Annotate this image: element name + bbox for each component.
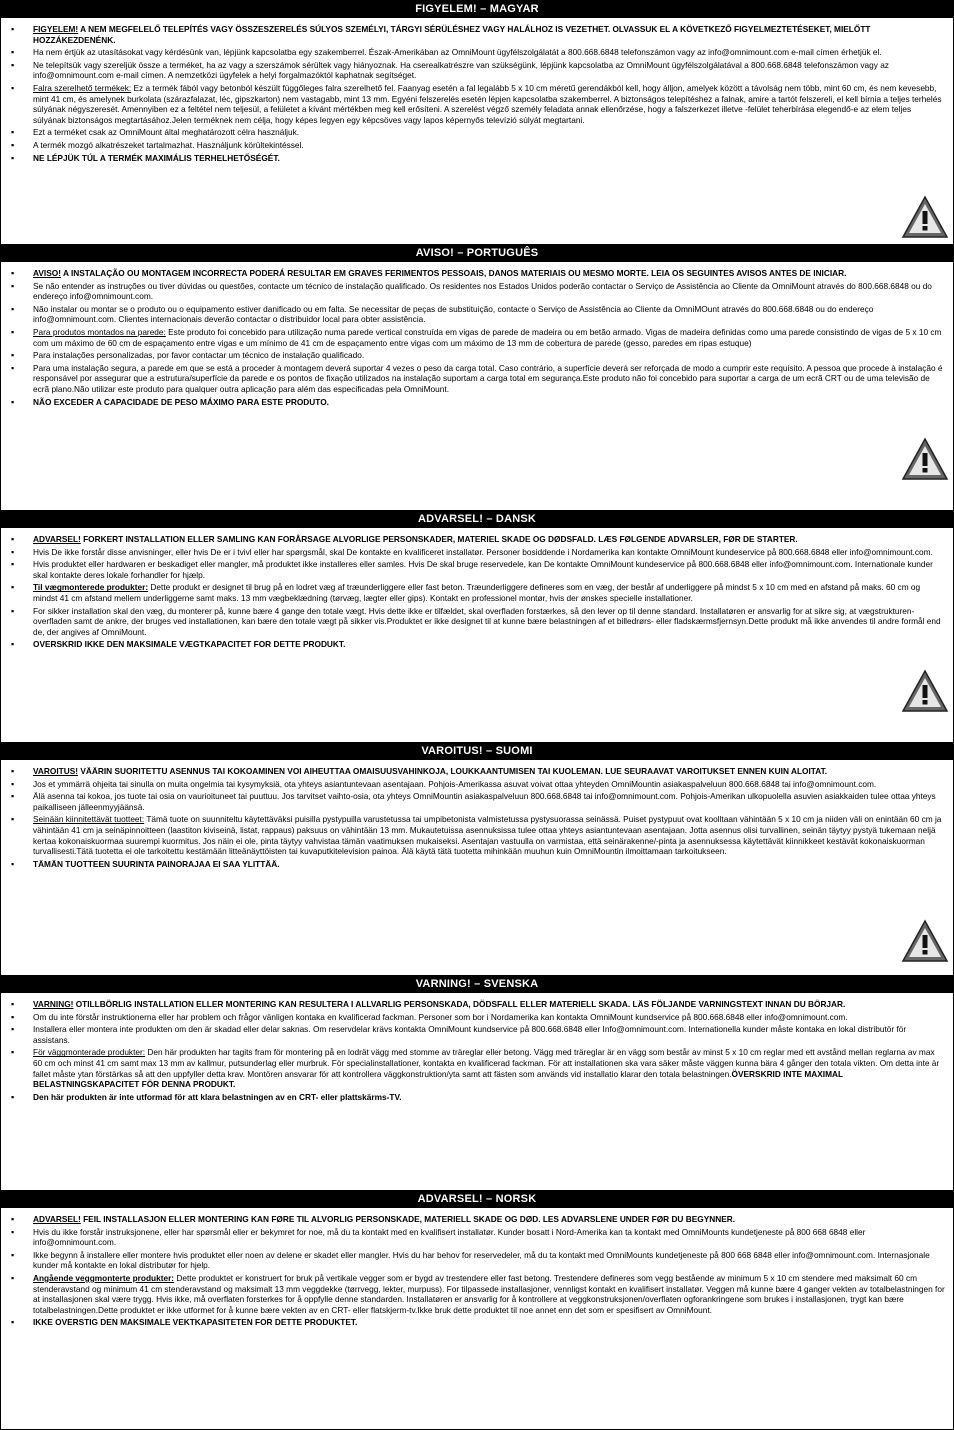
list-item: ▪ Älä asenna tai kokoa, jos tuote tai osia on vaurioituneet tai puuttuu. Jos tarvitset vaihto-osia, ota yhteys OmniMountin asiakaspalveluun 800.668.6848 tai info@omnimount.com. Pohjois-Amerikan ulkopuolella asuvien asiakkaiden tulee ottaa yhteys paikalliseen jälleenmyyjäänsä. xyxy=(11,791,945,812)
warning-triangle-icon xyxy=(901,919,949,963)
section-title: FIGYELEM! – MAGYAR xyxy=(1,1,953,18)
list-item: ▪ ADVARSEL! FORKERT INSTALLATION ELLER SAMLING KAN FORÅRSAGE ALVORLIGE PERSONSKADER, MATERIEL SKADE OG DØDSFALD. LÆS FØLGENDE ADVARSLER, FØR DE STARTER. xyxy=(11,534,945,545)
warning-triangle-icon xyxy=(901,669,949,713)
section-title: ADVARSEL! – DANSK xyxy=(1,511,953,528)
list-item: ▪ VARNING! OTILLBÖRLIG INSTALLATION ELLER MONTERING KAN RESULTERA I ALLVARLIG PERSONSKADA, DÖDSFALL ELLER MATERIELL SKADA. LÄS FÖLJANDE VARNINGSTEXT INNAN DU BÖRJAR. xyxy=(11,999,945,1010)
list-item: ▪ For sikker installation skal den væg, du monterer på, kunne bære 4 gange den totale vægt. Hvis dette ikke er tilfældet, skal overfladen forstærkes, så den lever op til denne standard. Installatøren er ansvarlig for at sikre sig, at vægstrukturen-overfladen samt de ankre, der bruges ved installationen, kan bære den totale vægt på sikker vis.Produktet er ikke designet til at kunne bære belastningen af et billedrørs- eller fladskærmsfjernsyn.Dette produkt må ikke anvendes til andre formål end de, der angives af OmniMount. xyxy=(11,606,945,638)
list-item: ▪ Ikke begynn å installere eller montere hvis produktet eller noen av delene er skadet eller mangler. Hvis du har behov for reservedeler, må du ta kontakt med OmniMounts kundetjeneste på 800 668 6848 eller info@omnimount.com. Internasjonale kunder må kontakte en lokal distributør for hjelp. xyxy=(11,1250,945,1271)
section-title: AVISO! – PORTUGUÊS xyxy=(1,245,953,262)
list-item: ▪ Ne telepítsük vagy szereljük össze a terméket, ha az vagy a szerszámok sérültek vagy hiányoznak. Ha cserealkatrészre van szükségünk, lépjünk kapcsolatba az OmniMount ügyfélszolgálatával a 800.668.6848 telefonszámon vagy az info@omnimount.com e-mail címen. A nemzetközi ügyfelek a helyi forgalmazóktól kaphatnak segítséget. xyxy=(11,60,945,81)
list-item: ▪ Hvis produktet eller hardwaren er beskadiget eller mangler, må produktet ikke installeres eller samles. Hvis De skal bruge reservedele, kan De kontakte OmniMount kundeservice på 800.668.6848 eller info@omnimount.com. Internationale kunder skal kontakte deres lokale forhandler for hjælp. xyxy=(11,559,945,580)
list-item: ▪ Angående veggmonterte produkter: Dette produktet er konstruert for bruk på vertikale vegger som er bygd av trestendere eller fast betong. Trestendere defineres som vegg bestående av minimum 5 x 10 cm stendere med maksimalt 60 cm stenderavstand og minimum 41 cm stenderavstand og maksimalt 13 mm veggdekke (tørrvegg, lekter, murpuss). For tilpassede installasjoner, vennligst kontakt en kvalifisert installatør. Veggen må kunne bære 4 ganger vekten av totalbelastningen for at installasjonen skal være trygg. Hvis ikke, må overflaten forsterkes for å oppfylle denne standarden. Installatøren er ansvarlig for å kontrollere at veggkonstruksjonen/overflaten ogforankringene som brukes i installasjonen, trygt kan bære totalbelastningen.Dette produktet er ikke utformet for å kunne bære vekten av en CRT- eller flatskjerm-tv.Ikke bruk dette produktet til noe annet enn det som er spesifisert av OmniMount. xyxy=(11,1273,945,1315)
warning-list xyxy=(1,993,953,1102)
warning-list xyxy=(1,1208,953,1328)
section-swedish xyxy=(1,976,953,1191)
warning-triangle-icon xyxy=(901,437,949,481)
list-item: ▪ OVERSKRID IKKE DEN MAKSIMALE VÆGTKAPACITET FOR DETTE PRODUKT. xyxy=(11,639,945,650)
list-item: ▪ Hvis du ikke forstår instruksjonene, eller har spørsmål eller er bekymret for noe, må du ta kontakt med en kvalifisert installatør. Kunder bosatt i Nord-Amerika kan ta kontakt med OmniMounts kundetjeneste på 800 668 6848 eller info@omnimount.com. xyxy=(11,1227,945,1248)
list-item: ▪ A termék mozgó alkatrészeket tartalmazhat. Használjunk körültekintéssel. xyxy=(11,140,945,151)
section-portuguese xyxy=(1,245,953,511)
section-hungarian xyxy=(1,1,953,245)
list-item: ▪ Den här produkten är inte utformad för att klara belastningen av en CRT- eller plattskärms-TV. xyxy=(11,1092,945,1103)
warning-list xyxy=(1,18,953,163)
list-item: ▪ Jos et ymmärrä ohjeita tai sinulla on muita ongelmia tai kysymyksiä, ota yhteys asiantuntevaan asentajaan. Pohjois-Amerikassa asuvat voivat ottaa yhteyden OmniMountin asiakaspalveluun 800.668.6848 tai info@omnimount.com. xyxy=(11,779,945,790)
list-item: ▪ Om du inte förstår instruktionerna eller har problem och frågor vänligen kontaka en kvalificerad fackman. Personer som bor i Nordamerika kan kontakta OmniMount kundservice på 800.668.6848 eller info@omnimount.com. xyxy=(11,1012,945,1023)
warning-list xyxy=(1,528,953,650)
list-item: ▪ Ezt a terméket csak az OmniMount által meghatározott célra használjuk. xyxy=(11,127,945,138)
list-item: ▪ Seinään kiinnitettävät tuotteet: Tämä tuote on suunniteltu käytettäväksi puisilla pystypuilla varustetussa tai umpibetonista valmistetussa pystysuorassa seinässä. Puiset pystypuut ovat koolltaan vähintään 5 x 10 cm ja niiden väli on enintään 60 cm ja vähintään 41 cm ja seinäpinnoitteen (laastiton kiviseinä, listat, rappaus) paksuus on vähintään 13 mm. Mukautetuissa asennuksissa tulee ottaa yhteys asiantuntevaan asentajaan. Jotta asennus olisi turvallinen, seinän täytyy pystyä tukemaan neljä kertaa kokonaiskuormaa suurempi kuormitus. Jos näin ei ole, pinta täytyy vahvistaa tämän vaatimuksen mukaiseksi. Asentajan vastuulla on varmistaa, että seinärakenne/-pinta ja asennuksessa käytettävät kiinnikkeet kestävät kokonaiskuorman turvallisesti.Tätä tuotetta ei ole tarkoitettu kestämään litteänäyttöisten tai kuvaputkitelevision painoa. Älä käytä tätä tuotetta mihinkään muuhun kuin OmniMountin ilmoittamaan tarkoitukseen. xyxy=(11,814,945,856)
section-finnish xyxy=(1,743,953,976)
list-item: ▪ AVISO! A INSTALAÇÃO OU MONTAGEM INCORRECTA PODERÁ RESULTAR EM GRAVES FERIMENTOS PESSOAIS, DANOS MATERIAIS OU MESMO MORTE. LEIA OS SEGUINTES AVISOS ANTES DE INICIAR. xyxy=(11,268,945,279)
list-item: ▪ IKKE OVERSTIG DEN MAKSIMALE VEKTKAPASITETEN FOR DETTE PRODUKTET. xyxy=(11,1317,945,1328)
list-item: ▪ Installera eller montera inte produkten om den är skadad eller delar saknas. Om reservdelar krävs kontakta OmniMount kundservice på 800.668.6848 eller Info@omnimount.com. Internationella kunder måste kontaka en lokal distributör för assistans. xyxy=(11,1024,945,1045)
section-title: VARNING! – SVENSKA xyxy=(1,976,953,993)
list-item: ▪ NÃO EXCEDER A CAPACIDADE DE PESO MÁXIMO PARA ESTE PRODUTO. xyxy=(11,397,945,408)
list-item: ▪ VAROITUS! VÄÄRIN SUORITETTU ASENNUS TAI KOKOAMINEN VOI AIHEUTTAA OMAISUUSVAHINKOJA, LOUKKAANTUMISEN TAI KUOLEMAN. LUE SEURAAVAT VAROITUKSET ENNEN KUIN ALOITAT. xyxy=(11,766,945,777)
section-title: VAROITUS! – SUOMI xyxy=(1,743,953,760)
section-danish xyxy=(1,511,953,743)
list-item: ▪ För väggmonterade produkter: Den här produkten har tagits fram för montering på en lodrät vägg med stomme av träreglar eller betong. Vägg med träreglar är en vägg som består av minst 5 x 10 cm reglar med ett avstånd mellan reglarna av max 60 cm och minst 41 cm samt max 13 mm av kallmur, putsunderlag eller murbruk. För specialinstallationer, kontakta en kvalificerad fackman. För att installationen ska vara säker måste väggen kunna bära 4 gånger den totala vikten. Om detta inte är fallet måste ytan förstärkas så att den uppfyller detta krav. Montören ansvarar för att kontrollera väggkonstruktion/yta samt att fästen som används vid installatio klarar den totala belastningen.ÖVERSKRID INTE MAXIMAL BELASTNINGSKAPACITET FÖR DENNA PRODUKT. xyxy=(11,1047,945,1089)
list-item: ▪ ADVARSEL! FEIL INSTALLASJON ELLER MONTERING KAN FØRE TIL ALVORLIG PERSONSKADE, MATERIELL SKADE OG DØD. LES ADVARSLENE UNDER FØR DU BEGYNNER. xyxy=(11,1214,945,1225)
list-item: ▪ Para instalações personalizadas, por favor contactar um técnico de instalação qualificado. xyxy=(11,350,945,361)
warning-list xyxy=(1,262,953,407)
section-title: ADVARSEL! – NORSK xyxy=(1,1191,953,1208)
list-item: ▪ NE LÉPJÜK TÚL A TERMÉK MAXIMÁLIS TERHELHETŐSÉGÉT. xyxy=(11,153,945,164)
list-item: ▪ Hvis De ikke forstår disse anvisninger, eller hvis De er i tvivl eller har spørgsmål, skal De kontakte en kvalificeret installatør. Personer bosiddende i Nordamerika kan kontakte OmniMount kundeservice på 800.668.6848 eller info@omnimount.com. xyxy=(11,547,945,558)
list-item: ▪ TÄMÄN TUOTTEEN SUURINTA PAINORAJAA EI SAA YLITTÄÄ. xyxy=(11,859,945,870)
warning-triangle-icon xyxy=(901,195,949,239)
warning-list xyxy=(1,760,953,869)
list-item: ▪ Não instalar ou montar se o produto ou o equipamento estiver danificado ou em falta. Se necessitar de peças de substituição, contacte o Serviço de Assistência ao Cliente da OmniMOunt através do 800.668.6848 ou do endereço info@omnimount.com. Clientes internacionais deverão contactar o distribuidor local para obter assistência. xyxy=(11,304,945,325)
list-item: ▪ Til vægmonterede produkter: Dette produkt er designet til brug på en lodret væg af træunderliggere eller fast beton. Træunderliggere defineres som en væg, der består af underliggere på mindst 5 x 10 cm med en afstand på maks. 60 cm og mindst 41 cm afstand mellem underliggerne samt maks. 13 mm vægbeklædning (tørvæg, lægter eller gips). Kontakt en professionel montør, hvis der ønskes specielle installationer. xyxy=(11,582,945,603)
list-item: ▪ Para uma instalação segura, a parede em que se está a proceder à montagem deverá suportar 4 vezes o peso da carga total. Caso contrário, a superfície deverá ser reforçada de modo a cumprir este requisito. A pessoa que procede à instalação é responsável por assegurar que a estrutura/superfície da parede e os pontos de fixação utilizados na instalação suportam a carga total em segurança.Este produto não foi concebido para suportar a carga de um ecrã CRT ou de uma televisão de ecrã plano.Não utilizar este produto para qualquer outra aplicação para além das especificadas pela OmniMount. xyxy=(11,363,945,395)
list-item: ▪ Falra szerelhető termékek: Ez a termék fából vagy betonból készült függőleges falra szerelhető fel. Faanyag esetén a fal legalább 5 x 10 cm méretű gerendákból kell, hogy álljon, amelyek között a távolság nem több, mint 60 cm, és nem kevesebb, mint 41 cm, és amelynek burkolata (szárazfalazat, léc, gipszkarton) nem vastagabb, mint 13 mm. Egyéni felszerelés esetén lépjen kapcsolatba szakemberrel. A biztonságos telepítéshez a falnak, amire a tartót felszereli, el kell bírnia a teljes terhelés súlyának négyszeresét. Amennyiben ez a feltétel nem teljesül, a felületet a kívánt mértékben meg kell erősíteni. A szerelést végző személy feladata annak ellenőrzése, hogy a falszerkezet illetve -felület teherbírása elegendő-e az elem teljes súlyának biztonságos megtartásához.Jelen terméknek nem célja, hogy képes legyen egy képcsöves vagy lapos képernyős televízió súlyát megtartani. xyxy=(11,83,945,125)
section-norwegian xyxy=(1,1191,953,1429)
list-item: ▪ Para produtos montados na parede: Este produto foi concebido para utilização numa parede vertical construída em vigas de parede de madeira ou em betão armado. Vigas de madeira definidas como uma parede consistindo de vigas de 5 x 10 cm com um máximo de 60 cm de espaçamento entre vigas e um mínimo de 41 cm de espaçamento entre vigas com um máximo de 13 mm de cobertura de parede (gesso, paredes em ripas estuque) xyxy=(11,327,945,348)
list-item: ▪ Se não entender as instruções ou tiver dúvidas ou questões, contacte um técnico de instalação qualificado. Os residentes nos Estados Unidos poderão contactar o Serviço de Assistência ao Cliente da OmniMount através do 800.668.6848 ou do endereço info@omnimount.com. xyxy=(11,281,945,302)
list-item: ▪ FIGYELEM! A NEM MEGFELELŐ TELEPÍTÉS VAGY ÖSSZESZERELÉS SÚLYOS SZEMÉLYI, TÁRGYI SÉRÜLÉSHEZ VAGY HALÁLHOZ IS VEZETHET. OLVASSUK EL A KÖVETKEZŐ FIGYELMEZTETÉSEKET, MIELŐTT HOZZÁKEZDENÉNK. xyxy=(11,24,945,45)
list-item: ▪ Ha nem értjük az utasításokat vagy kérdésünk van, lépjünk kapcsolatba egy szakemberrel. Észak-Amerikában az OmniMount ügyfélszolgálatát a 800.668.6848 telefonszámon vagy az info@omnimount.com e-mail címen érhetjük el. xyxy=(11,47,945,58)
